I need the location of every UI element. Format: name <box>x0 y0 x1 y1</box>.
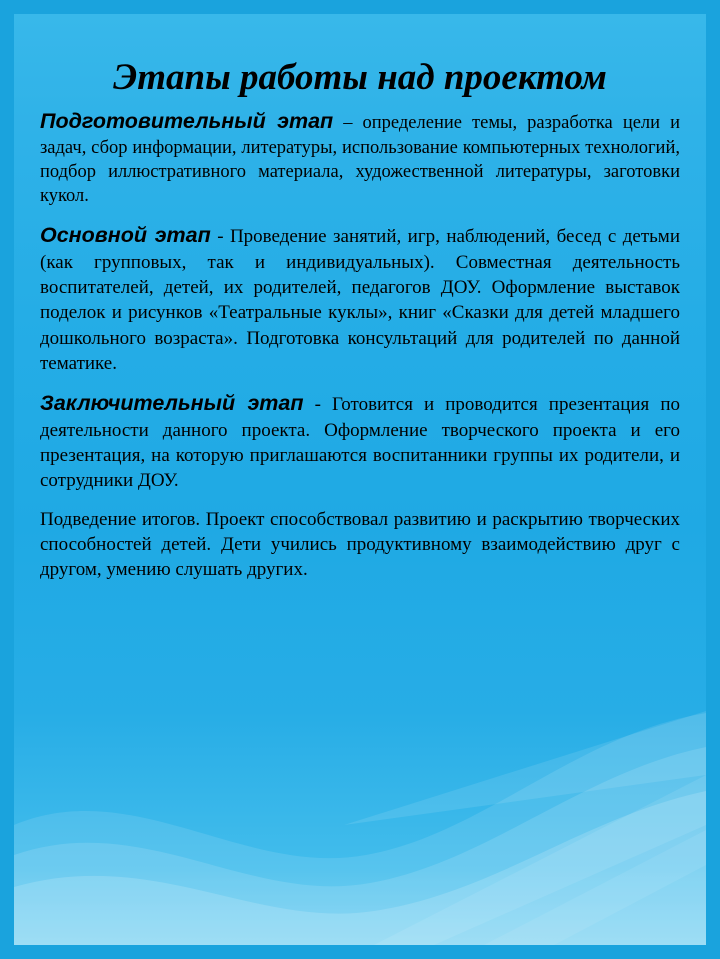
stage-label-preparatory: Подготовительный этап <box>40 109 334 134</box>
paragraph-preparatory-stage <box>40 107 680 208</box>
paragraph-final-stage <box>40 389 680 493</box>
paragraph-text-0: определение темы, разработка цели и задач, сбор информации, литературы, использование компьютерных технологий, подбор иллюстративного материала, художественной литературы, заготовки кукол. <box>40 113 681 207</box>
paragraph-text-1: Проведение занятий, игр, наблюдений, бесед с детьми (как групповых, так и индивидуальных). Совместная деятельность воспитателей, детей, их родителей, педагогов ДОУ. Оформление выставок поделок и рисунков «Театральные куклы», книг «Сказки для детей младшего дошкольного возраста». Подготовка консультаций для родителей по данной тематике. <box>40 226 680 374</box>
paragraph-text-3: Подведение итогов. Проект способствовал развитию и раскрытию творческих способностей детей. Дети учились продуктивному взаимодействию друг с другом, умению слушать других. <box>40 508 680 581</box>
page-title: Этапы работы над проектом <box>113 57 607 98</box>
dash-2: - <box>303 394 332 416</box>
stage-label-final: Заключительный этап <box>40 391 304 416</box>
dash-0: – <box>333 113 363 134</box>
paragraph-summary <box>40 507 680 583</box>
slide-content <box>14 14 706 945</box>
paragraph-text-2: Готовится и проводится презентация по деятельности данного проекта. Оформление творческого проекта и его презентация, на которую приглашаются воспитанники группы их родители, и сотрудники ДОУ. <box>40 394 680 492</box>
paragraph-main-stage <box>40 221 680 376</box>
stage-label-main: Основной этап <box>40 223 211 248</box>
dash-1: - <box>210 226 230 248</box>
